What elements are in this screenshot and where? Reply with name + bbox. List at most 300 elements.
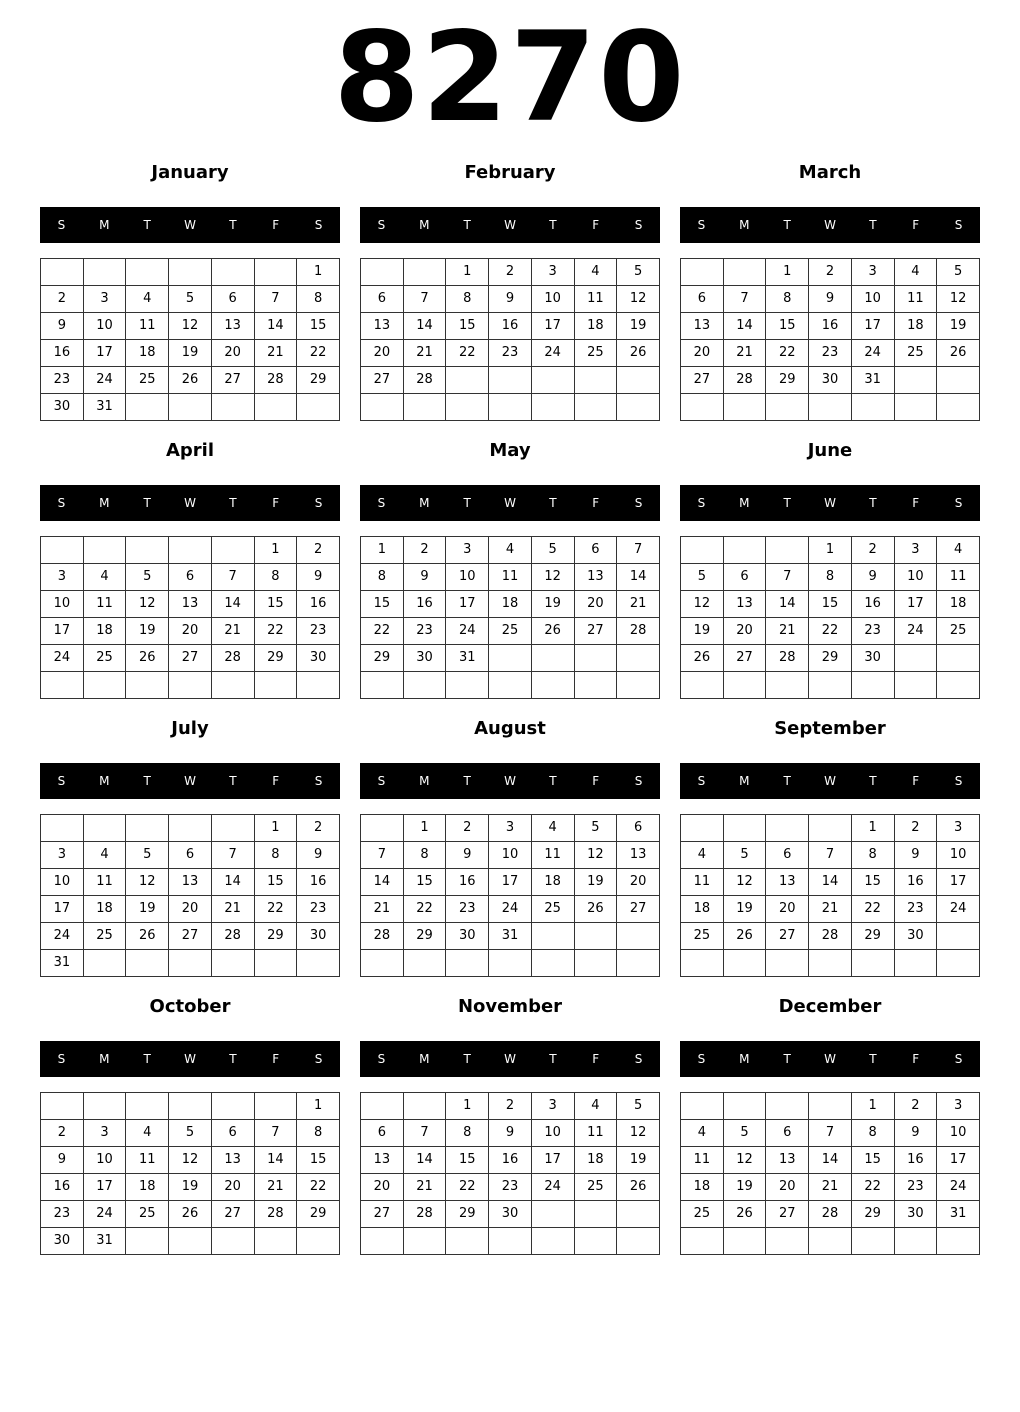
day-cell: 1	[254, 537, 297, 564]
day-cell	[937, 923, 980, 950]
day-cell: 2	[489, 259, 532, 286]
weekday-header	[680, 763, 980, 799]
day-cell: 7	[211, 564, 254, 591]
day-cell: 3	[41, 842, 84, 869]
day-cell: 28	[254, 367, 297, 394]
weekday-label: S	[634, 774, 643, 788]
day-cell: 4	[894, 259, 937, 286]
day-cell: 3	[41, 564, 84, 591]
week-row	[41, 564, 340, 591]
day-cell	[617, 1201, 660, 1228]
day-cell	[681, 815, 724, 842]
day-cell: 18	[574, 313, 617, 340]
day-cell: 26	[723, 1201, 766, 1228]
day-cell: 19	[169, 340, 212, 367]
day-cell: 9	[894, 1120, 937, 1147]
day-cell: 20	[617, 869, 660, 896]
day-cell: 31	[83, 394, 126, 421]
weekday-label: T	[549, 218, 557, 232]
week-row	[361, 564, 660, 591]
day-cell: 30	[297, 645, 340, 672]
day-cell	[766, 815, 809, 842]
day-cell	[574, 950, 617, 977]
weekday-label: W	[184, 774, 196, 788]
week-row	[361, 1120, 660, 1147]
day-cell: 19	[126, 618, 169, 645]
day-cell: 19	[617, 1147, 660, 1174]
day-cell: 1	[446, 1093, 489, 1120]
weekday-label: F	[272, 1052, 280, 1066]
day-cell: 1	[361, 537, 404, 564]
day-cell	[531, 672, 574, 699]
day-grid	[40, 536, 340, 699]
day-cell: 4	[574, 259, 617, 286]
weekday-label: F	[912, 1052, 920, 1066]
day-cell: 4	[937, 537, 980, 564]
day-cell	[681, 537, 724, 564]
day-cell: 30	[851, 645, 894, 672]
day-cell: 15	[403, 869, 446, 896]
day-cell: 15	[766, 313, 809, 340]
day-cell	[254, 394, 297, 421]
day-cell: 21	[809, 1174, 852, 1201]
week-row	[361, 869, 660, 896]
day-cell: 15	[254, 591, 297, 618]
weekday-label: T	[783, 774, 791, 788]
weekday-label: S	[314, 1052, 323, 1066]
day-cell: 26	[531, 618, 574, 645]
day-cell: 26	[681, 645, 724, 672]
day-cell: 28	[211, 923, 254, 950]
day-cell	[169, 815, 212, 842]
day-cell	[809, 394, 852, 421]
day-cell: 7	[361, 842, 404, 869]
weekday-label: M	[99, 1052, 110, 1066]
day-cell: 26	[937, 340, 980, 367]
day-cell: 16	[851, 591, 894, 618]
day-cell	[403, 259, 446, 286]
day-cell: 6	[766, 1120, 809, 1147]
day-cell: 15	[297, 1147, 340, 1174]
day-cell: 9	[489, 286, 532, 313]
day-cell: 17	[83, 340, 126, 367]
weekday-label: W	[504, 218, 516, 232]
day-cell: 9	[851, 564, 894, 591]
day-cell: 3	[489, 815, 532, 842]
day-cell: 3	[937, 1093, 980, 1120]
day-cell: 7	[211, 842, 254, 869]
day-cell: 22	[766, 340, 809, 367]
day-cell	[446, 394, 489, 421]
day-grid	[360, 1092, 660, 1255]
weekday-header	[360, 1041, 660, 1077]
month-name: April	[165, 440, 215, 461]
day-grid	[680, 258, 980, 421]
week-row	[361, 842, 660, 869]
day-cell: 15	[361, 591, 404, 618]
day-cell: 9	[489, 1120, 532, 1147]
weekday-label: F	[592, 496, 600, 510]
day-cell: 7	[809, 1120, 852, 1147]
day-cell: 16	[489, 1147, 532, 1174]
week-row	[41, 1174, 340, 1201]
day-cell: 15	[851, 869, 894, 896]
day-cell: 13	[169, 591, 212, 618]
day-cell: 28	[403, 1201, 446, 1228]
day-cell: 20	[361, 1174, 404, 1201]
day-cell	[681, 1228, 724, 1255]
day-grid	[360, 258, 660, 421]
day-cell	[531, 394, 574, 421]
week-row	[361, 367, 660, 394]
day-cell: 25	[83, 923, 126, 950]
day-cell: 13	[361, 313, 404, 340]
day-cell: 2	[851, 537, 894, 564]
weekday-header	[40, 763, 340, 799]
day-cell	[403, 1093, 446, 1120]
day-cell: 4	[126, 1120, 169, 1147]
day-cell	[254, 1093, 297, 1120]
day-cell: 1	[446, 259, 489, 286]
day-cell	[169, 394, 212, 421]
day-cell: 3	[83, 286, 126, 313]
weekday-label: W	[824, 1052, 836, 1066]
day-cell: 1	[297, 1093, 340, 1120]
weekday-label: S	[634, 1052, 643, 1066]
day-cell: 22	[446, 340, 489, 367]
day-cell: 23	[809, 340, 852, 367]
day-cell: 10	[937, 1120, 980, 1147]
day-cell: 28	[211, 645, 254, 672]
day-cell	[574, 367, 617, 394]
day-cell: 3	[937, 815, 980, 842]
day-cell: 4	[531, 815, 574, 842]
day-cell: 12	[531, 564, 574, 591]
day-cell: 3	[531, 259, 574, 286]
day-cell: 13	[681, 313, 724, 340]
day-cell: 7	[723, 286, 766, 313]
day-cell: 18	[681, 896, 724, 923]
day-cell	[617, 394, 660, 421]
weekday-label: M	[419, 218, 430, 232]
day-cell	[83, 672, 126, 699]
day-cell: 30	[809, 367, 852, 394]
day-cell: 18	[83, 618, 126, 645]
day-cell: 4	[574, 1093, 617, 1120]
day-cell: 28	[617, 618, 660, 645]
day-cell: 27	[723, 645, 766, 672]
day-cell	[531, 1228, 574, 1255]
day-cell: 5	[531, 537, 574, 564]
day-cell: 22	[446, 1174, 489, 1201]
day-cell	[809, 950, 852, 977]
month-name: January	[151, 162, 229, 183]
week-row	[361, 286, 660, 313]
day-cell	[126, 537, 169, 564]
week-row	[361, 1147, 660, 1174]
day-cell: 11	[489, 564, 532, 591]
day-cell: 14	[809, 1147, 852, 1174]
day-cell: 29	[297, 367, 340, 394]
day-cell: 19	[937, 313, 980, 340]
day-cell: 13	[766, 869, 809, 896]
day-cell: 29	[446, 1201, 489, 1228]
day-cell: 27	[169, 645, 212, 672]
day-cell: 26	[169, 367, 212, 394]
weekday-label: M	[739, 1052, 750, 1066]
day-cell: 10	[489, 842, 532, 869]
weekday-label: F	[912, 218, 920, 232]
day-cell	[489, 645, 532, 672]
day-cell	[83, 950, 126, 977]
day-cell: 12	[723, 1147, 766, 1174]
day-cell: 6	[681, 286, 724, 313]
day-cell: 14	[723, 313, 766, 340]
day-cell: 14	[211, 591, 254, 618]
day-cell: 13	[211, 1147, 254, 1174]
day-cell: 6	[169, 842, 212, 869]
week-row	[681, 815, 980, 842]
day-cell: 1	[403, 815, 446, 842]
day-cell: 11	[83, 869, 126, 896]
day-cell: 19	[126, 896, 169, 923]
day-cell: 2	[894, 1093, 937, 1120]
day-cell: 24	[83, 367, 126, 394]
day-cell: 3	[851, 259, 894, 286]
day-cell: 30	[41, 1228, 84, 1255]
week-row	[681, 842, 980, 869]
day-cell	[254, 259, 297, 286]
day-cell: 28	[403, 367, 446, 394]
day-cell: 26	[617, 1174, 660, 1201]
day-cell	[617, 950, 660, 977]
day-cell: 11	[574, 286, 617, 313]
day-cell: 9	[446, 842, 489, 869]
day-cell: 11	[531, 842, 574, 869]
day-cell: 5	[681, 564, 724, 591]
day-cell: 29	[254, 923, 297, 950]
day-cell: 20	[681, 340, 724, 367]
day-cell	[83, 259, 126, 286]
day-cell: 16	[41, 340, 84, 367]
month-name: May	[489, 440, 531, 461]
day-cell: 7	[403, 1120, 446, 1147]
day-cell: 29	[254, 645, 297, 672]
day-cell: 22	[851, 896, 894, 923]
week-row	[41, 537, 340, 564]
weekday-label: T	[783, 218, 791, 232]
week-row	[681, 1228, 980, 1255]
day-cell: 5	[617, 1093, 660, 1120]
day-cell	[83, 1093, 126, 1120]
day-cell	[937, 950, 980, 977]
day-cell	[531, 645, 574, 672]
week-row	[681, 286, 980, 313]
day-cell: 11	[126, 313, 169, 340]
weekday-label: S	[57, 496, 66, 510]
day-cell: 8	[809, 564, 852, 591]
day-cell: 7	[254, 286, 297, 313]
week-row	[41, 286, 340, 313]
day-cell: 21	[403, 340, 446, 367]
day-cell: 8	[297, 1120, 340, 1147]
day-cell	[297, 1228, 340, 1255]
day-cell: 10	[851, 286, 894, 313]
day-cell	[211, 537, 254, 564]
week-row	[361, 1228, 660, 1255]
day-cell: 22	[851, 1174, 894, 1201]
day-cell	[446, 367, 489, 394]
day-cell	[574, 394, 617, 421]
day-cell: 14	[403, 1147, 446, 1174]
day-cell	[41, 537, 84, 564]
weekday-label: T	[549, 496, 557, 510]
week-row	[361, 923, 660, 950]
day-cell: 25	[937, 618, 980, 645]
day-cell: 6	[361, 286, 404, 313]
day-cell	[723, 1093, 766, 1120]
day-cell	[851, 394, 894, 421]
week-row	[361, 394, 660, 421]
day-cell: 29	[851, 1201, 894, 1228]
weekday-label: F	[592, 218, 600, 232]
week-row	[361, 645, 660, 672]
day-cell	[297, 950, 340, 977]
week-row	[41, 394, 340, 421]
day-cell: 14	[766, 591, 809, 618]
weekday-header	[360, 207, 660, 243]
day-cell: 21	[211, 896, 254, 923]
day-cell	[169, 672, 212, 699]
weekday-label: S	[697, 774, 706, 788]
day-cell: 11	[83, 591, 126, 618]
day-cell	[169, 537, 212, 564]
weekday-label: S	[314, 496, 323, 510]
day-cell	[574, 1228, 617, 1255]
day-cell: 23	[489, 340, 532, 367]
day-cell	[489, 394, 532, 421]
day-cell	[361, 394, 404, 421]
week-row	[41, 842, 340, 869]
day-cell	[211, 950, 254, 977]
day-cell: 5	[723, 1120, 766, 1147]
day-cell	[446, 1228, 489, 1255]
weekday-label: T	[549, 1052, 557, 1066]
day-cell: 27	[169, 923, 212, 950]
day-cell	[489, 672, 532, 699]
weekday-label: T	[783, 1052, 791, 1066]
day-cell: 16	[489, 313, 532, 340]
month-name: June	[807, 440, 853, 461]
day-grid	[680, 814, 980, 977]
day-cell: 16	[446, 869, 489, 896]
day-cell: 24	[531, 1174, 574, 1201]
day-cell: 10	[894, 564, 937, 591]
day-cell: 18	[681, 1174, 724, 1201]
day-cell: 5	[574, 815, 617, 842]
day-cell	[851, 672, 894, 699]
day-cell: 10	[531, 286, 574, 313]
month-name: March	[798, 162, 862, 183]
week-row	[41, 1120, 340, 1147]
weekday-label: M	[99, 496, 110, 510]
day-cell	[574, 645, 617, 672]
day-cell: 24	[851, 340, 894, 367]
day-grid	[40, 1092, 340, 1255]
day-cell: 7	[403, 286, 446, 313]
week-row	[681, 259, 980, 286]
weekday-label: S	[377, 774, 386, 788]
week-row	[41, 1093, 340, 1120]
day-cell: 23	[489, 1174, 532, 1201]
week-row	[41, 367, 340, 394]
day-cell: 23	[41, 367, 84, 394]
day-cell: 10	[83, 1147, 126, 1174]
day-cell: 19	[681, 618, 724, 645]
day-cell	[681, 259, 724, 286]
day-cell: 21	[403, 1174, 446, 1201]
day-cell	[574, 1201, 617, 1228]
weekday-label: F	[592, 774, 600, 788]
day-cell	[297, 394, 340, 421]
week-row	[681, 672, 980, 699]
week-row	[681, 564, 980, 591]
day-cell: 13	[766, 1147, 809, 1174]
day-cell: 23	[297, 896, 340, 923]
day-cell: 29	[766, 367, 809, 394]
day-cell: 20	[361, 340, 404, 367]
day-cell: 25	[574, 1174, 617, 1201]
day-cell: 18	[83, 896, 126, 923]
day-cell: 7	[617, 537, 660, 564]
day-cell	[446, 950, 489, 977]
day-cell	[446, 672, 489, 699]
week-row	[681, 394, 980, 421]
day-cell: 9	[894, 842, 937, 869]
day-cell: 29	[297, 1201, 340, 1228]
day-cell	[894, 950, 937, 977]
day-cell: 18	[126, 1174, 169, 1201]
weekday-label: S	[57, 1052, 66, 1066]
day-cell: 24	[41, 645, 84, 672]
month-name: December	[778, 996, 882, 1017]
day-cell: 18	[937, 591, 980, 618]
day-cell: 11	[681, 1147, 724, 1174]
day-cell: 26	[723, 923, 766, 950]
weekday-label: W	[504, 1052, 516, 1066]
weekday-label: M	[419, 1052, 430, 1066]
day-cell: 14	[361, 869, 404, 896]
week-row	[41, 645, 340, 672]
day-cell	[574, 672, 617, 699]
day-cell	[894, 367, 937, 394]
day-cell: 31	[83, 1228, 126, 1255]
day-cell: 1	[254, 815, 297, 842]
weekday-label: S	[697, 496, 706, 510]
day-cell	[297, 672, 340, 699]
day-cell: 5	[126, 842, 169, 869]
day-cell: 24	[937, 1174, 980, 1201]
weekday-label: T	[229, 1052, 237, 1066]
day-cell: 16	[894, 1147, 937, 1174]
day-cell: 10	[41, 591, 84, 618]
day-cell: 22	[403, 896, 446, 923]
day-grid	[680, 536, 980, 699]
day-cell	[766, 672, 809, 699]
day-cell: 25	[489, 618, 532, 645]
day-cell: 30	[41, 394, 84, 421]
day-cell	[617, 1228, 660, 1255]
